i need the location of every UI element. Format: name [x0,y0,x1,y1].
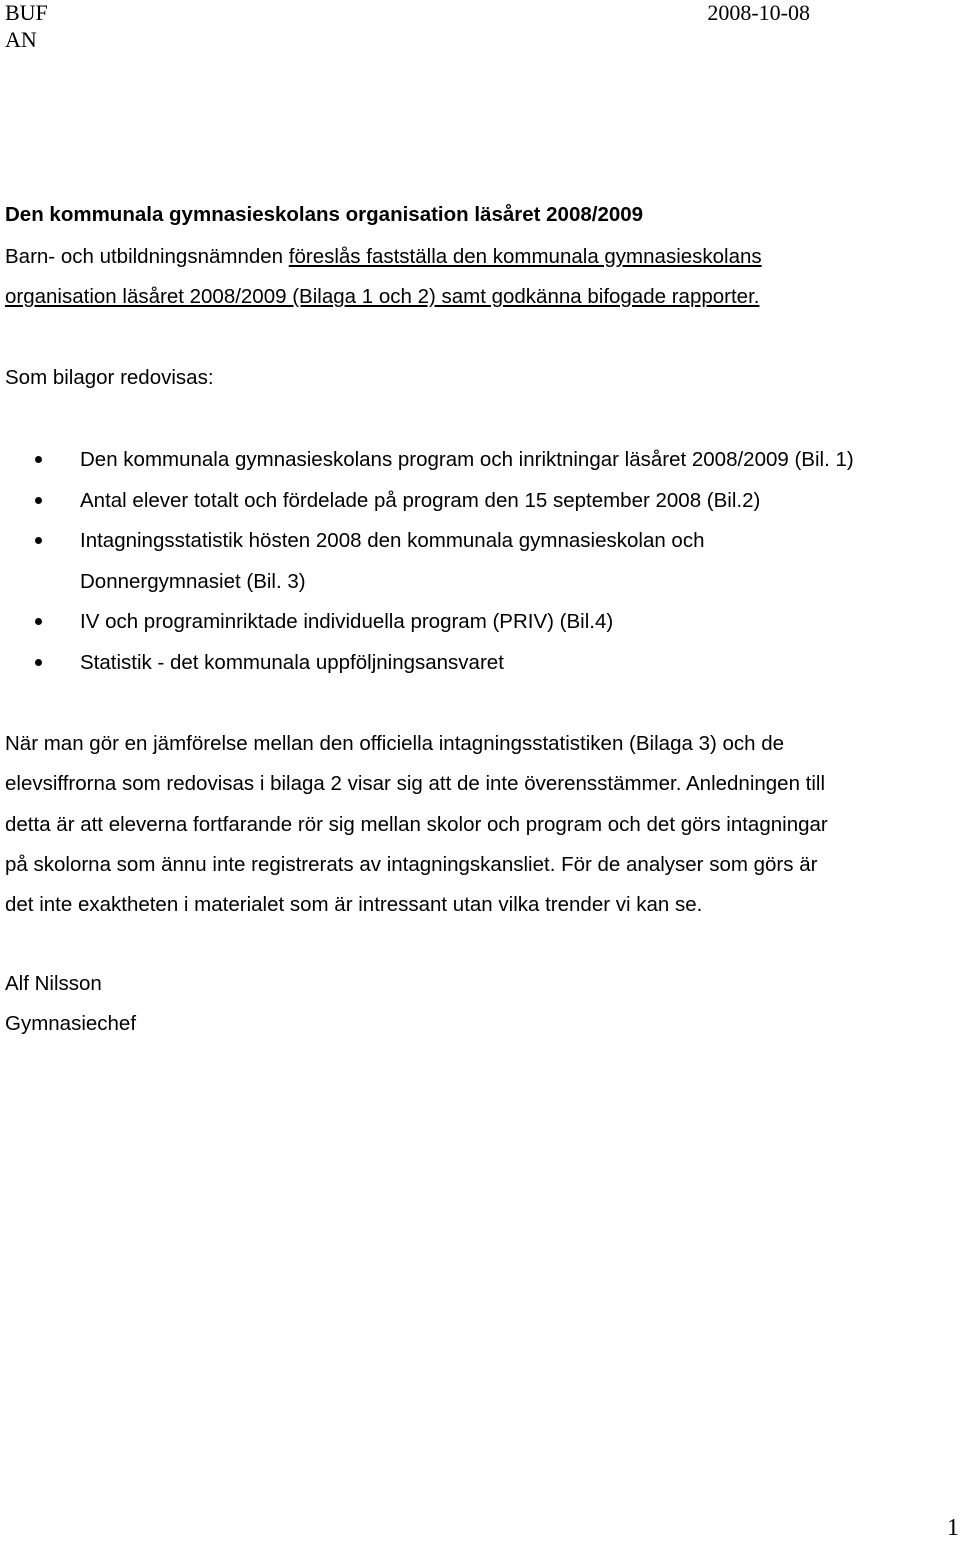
signatory-role: Gymnasiechef [5,1012,137,1035]
document-date: 2008-10-08 [707,0,810,25]
analysis-line: detta är att eleverna fortfarande rör sig mellan skolor och program och det görs intagningar [5,812,828,836]
org-code: BUF [5,0,48,25]
attachments-lead: Som bilagor redovisas: [5,366,214,389]
bullet-icon [35,456,42,463]
proposal-underlined-2: organisation läsåret 2008/2009 (Bilaga 1 och 2) samt godkänna bifogade rapporter. [5,285,760,308]
list-item: Antal elever totalt och fördelade på program den 15 september 2008 (Bil.2) [5,481,955,522]
proposal-paragraph [5,237,955,317]
signature-block [5,964,955,1044]
list-item: Intagningsstatistik hösten 2008 den kommunala gymnasieskolan och [5,521,955,562]
bullet-icon [35,497,42,504]
document-title: Den kommunala gymnasieskolans organisation läsåret 2008/2009 [5,203,644,226]
department-code: AN [5,27,37,52]
analysis-line: det inte exaktheten i materialet som är intressant utan vilka trender vi kan se. [5,893,703,917]
bullet-icon [35,537,42,544]
proposal-line-2 [5,277,955,317]
proposal-underlined-1: föreslås fastställa den kommunala gymnasieskolans [288,245,762,268]
signatory-name: Alf Nilsson [5,972,102,995]
proposal-prefix: Barn- och utbildningsnämnden [5,245,289,268]
attachments-list [5,440,955,683]
proposal-line-1 [5,237,955,277]
analysis-paragraph [5,724,955,925]
list-item: IV och programinriktade individuella program (PRIV) (Bil.4) [5,602,955,643]
analysis-line: på skolorna som ännu inte registrerats av intagningskansliet. För de analyser som görs är [5,852,818,876]
list-item: Den kommunala gymnasieskolans program och inriktningar läsåret 2008/2009 (Bil. 1) [5,440,955,481]
bullet-icon [35,659,42,666]
bullet-icon [35,618,42,625]
page-number: 1 [947,1515,959,1541]
list-item-continuation: Donnergymnasiet (Bil. 3) [80,569,306,593]
list-item: Statistik - det kommunala uppföljningsansvaret [5,643,955,684]
analysis-line: elevsiffrorna som redovisas i bilaga 2 visar sig att de inte överensstämmer. Anledningen till [5,772,826,796]
analysis-line: När man gör en jämförelse mellan den officiella intagningsstatistiken (Bilaga 3) och de [5,732,785,755]
